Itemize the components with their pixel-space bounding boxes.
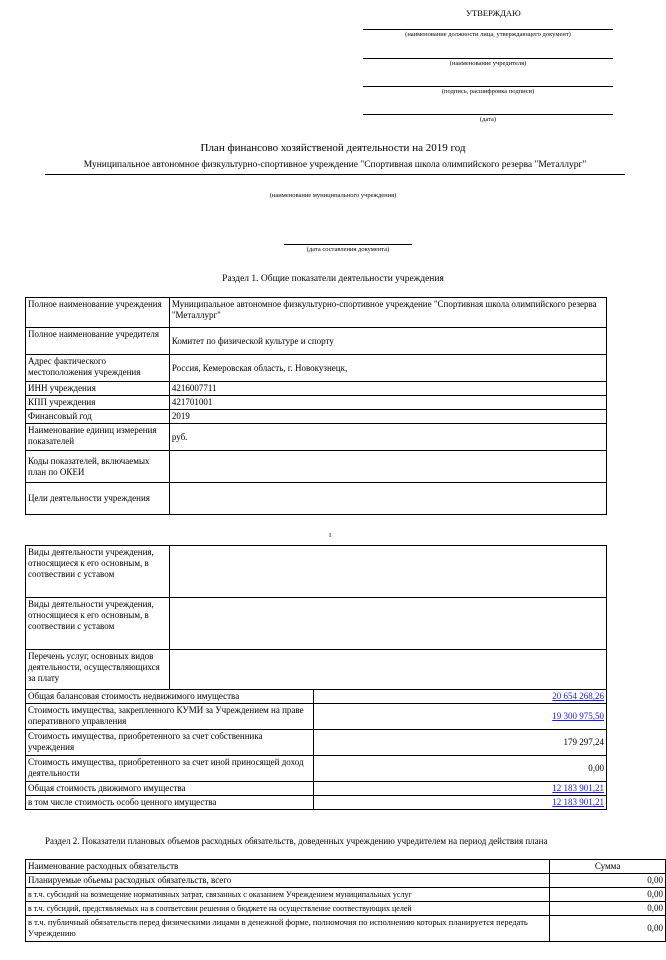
amount-link[interactable]: 20 654 268,26	[552, 691, 604, 701]
table-row-label: Планируемые обьемы расходных обязательств, всего	[26, 874, 550, 888]
table-row-label: Стоимость имущества, закрепленного КУМИ за Учреждением на праве оперативного управления	[26, 704, 314, 730]
table-row-value	[169, 483, 606, 515]
table-row-amount: 179 297,24	[313, 730, 606, 756]
table-header-name: Наименование расходных обязательств	[26, 860, 550, 874]
activity-table	[25, 545, 607, 810]
table-row-value	[169, 546, 606, 598]
table-header-sum: Сумма	[550, 860, 666, 874]
table-row-label: Стоимость имущества, приобретенного за счет иной приносящей доход деятельности	[26, 756, 314, 782]
table-row-label: Полное наименование учредителя	[26, 328, 170, 355]
table-row-amount	[313, 704, 606, 730]
date-caption: (дата составления документа)	[306, 246, 390, 253]
table-row-amount: 0,00	[550, 902, 666, 916]
approve-line-4	[363, 114, 613, 115]
general-indicators-table	[25, 297, 607, 515]
table-row-label: Наименование единиц измерения показателей	[26, 424, 170, 451]
table-row-amount	[313, 796, 606, 810]
table-row-value: 2019	[169, 410, 606, 424]
section1-title: Раздел 1. Общие показатели деятельности учреждения	[222, 274, 444, 284]
table-row-amount: 0,00	[550, 916, 666, 942]
org-underline	[45, 174, 625, 175]
table-row-amount	[313, 782, 606, 796]
table-row-label: Финансовый год	[26, 410, 170, 424]
table-row-label: Виды деятельности учреждения, относящиеся к его основным, в соотвествии с уставом	[26, 598, 170, 650]
approve-caption-founder: (наименование учредителя)	[449, 60, 527, 67]
table-row-value	[169, 650, 606, 690]
table-row-amount: 0,00	[313, 756, 606, 782]
approve-title: УТВЕРЖДАЮ	[466, 8, 521, 18]
table-row-value: 421701001	[169, 396, 606, 410]
expense-obligations-table	[25, 859, 666, 942]
org-caption: (наименование муниципального учреждения)	[269, 192, 397, 199]
table-row-value: Муниципальное автономное физкультурно-спортивное учреждение "Спортивная школа олимпийского резерва "Металлург"	[169, 298, 606, 328]
table-row-label: Адрес фактического местоположения учреждения	[26, 355, 170, 382]
amount-link[interactable]: 19 300 975,50	[552, 711, 604, 721]
approve-caption-date: (дата)	[479, 116, 497, 123]
table-row-label: Общая балансовая стоимость недвижимого имущества	[26, 690, 314, 704]
section2-title: Раздел 2. Показатели плановых объемов расходных обязательств, доведенных учреждению учредителем на период действия плана	[45, 836, 548, 846]
table-row-value: руб.	[169, 424, 606, 451]
approve-caption-position: (наименование должности лица, утверждающего документ)	[405, 31, 571, 38]
table-row-amount	[313, 690, 606, 704]
table-row-label: КПП учреждения	[26, 396, 170, 410]
table-row-label: Полное наименование учреждения	[26, 298, 170, 328]
table-row-label: Перечень услуг, основных видов деятельности, осуществляющихся за плату	[26, 650, 170, 690]
approve-line-2	[363, 58, 613, 59]
plan-title: План финансово хозяйственой деятельности на 2019 год	[200, 142, 466, 154]
approve-line-3	[363, 86, 613, 87]
table-row-value	[169, 598, 606, 650]
table-row-value	[169, 451, 606, 483]
table-row-label: ИНН учреждения	[26, 382, 170, 396]
approve-caption-signature: (подпись, расшифровка подписи)	[441, 88, 535, 95]
table-row-label: в т.ч. публичный обязательств перед физическими лицами в денежной форме, полномочия по исполнению которых планируется передать Учреждению	[26, 916, 550, 942]
org-name: Муниципальное автономное физкультурно-спортивное учреждение "Спортивная школа олимпийского резерва "Металлург"	[83, 160, 587, 170]
table-row-amount: 0,00	[550, 888, 666, 902]
table-row-value: Комитет по физической культуре и спорту	[169, 328, 606, 355]
table-row-label: в том числе стоимость особо ценного имущества	[26, 796, 314, 810]
table-row-value: 4216007711	[169, 382, 606, 396]
table-row-label: Стоимость имущества, приобретенного за счет собственника учреждения	[26, 730, 314, 756]
page-number: 1	[328, 532, 332, 539]
amount-link[interactable]: 12 183 901,21	[552, 797, 604, 807]
table-row-value: Россия, Кемеровская область, г. Новокузнецк,	[169, 355, 606, 382]
date-line	[284, 244, 412, 245]
approve-line-1	[363, 29, 613, 30]
table-row-label: в т.ч. субсидий, предстявляемых на в соответсвии решения о бюджете на осуществление соотвествующих целей	[26, 902, 550, 916]
table-row-label: Цели деятельности учреждения	[26, 483, 170, 515]
amount-link[interactable]: 12 183 901,21	[552, 783, 604, 793]
table-row-label: Коды показателей, включаемых план по ОКЕИ	[26, 451, 170, 483]
table-row-label: в т.ч. субсидий на возмещение нормативных затрат, связанных с оказанием Учреждением муниципальных услуг	[26, 888, 550, 902]
table-row-amount: 0,00	[550, 874, 666, 888]
table-row-label: Виды деятельности учреждения, относящиеся к его основным, в соотвествии с уставом	[26, 546, 170, 598]
table-row-label: Общая стоимость движимого имущества	[26, 782, 314, 796]
